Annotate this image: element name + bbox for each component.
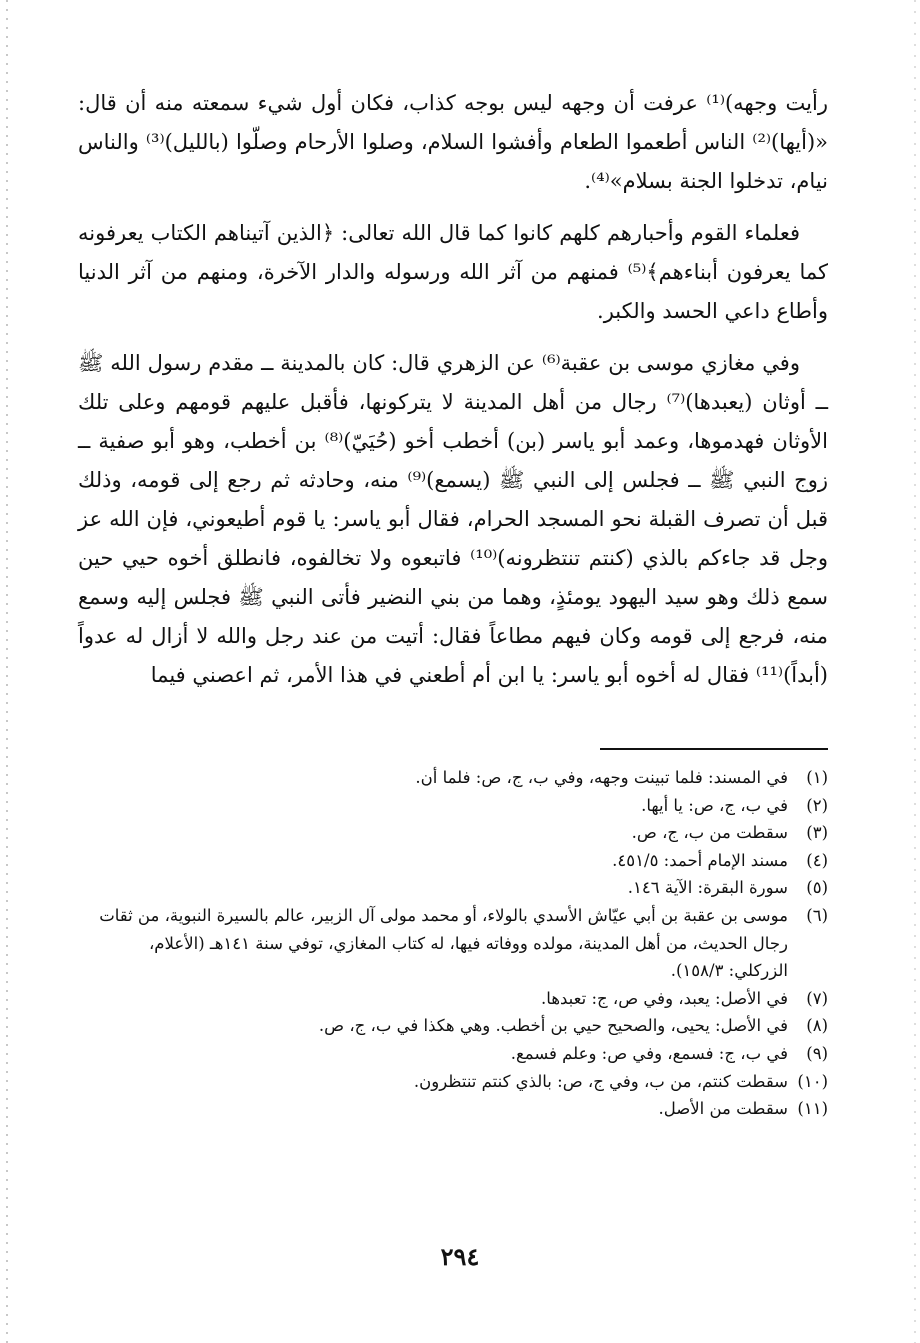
footnote-text: في ب، ج: فسمع، وفي ص: وعلم فسمع.: [510, 1043, 788, 1063]
footnote-number: (٩): [806, 1043, 828, 1063]
footnote-number: (٦): [806, 905, 828, 925]
footnote-5: [96, 874, 828, 902]
footnote-8: [96, 1012, 828, 1040]
footnote-text: سقطت من ب، ج، ص.: [631, 823, 788, 843]
footnote-4: [96, 847, 828, 875]
footnote-7: [96, 985, 828, 1013]
page-number: ٢٩٤: [440, 1242, 480, 1271]
footnote-text: مسند الإمام أحمد: ٤٥١/٥.: [612, 850, 788, 870]
footnote-number: (٤): [806, 850, 828, 870]
footnote-text: سقطت من الأصل.: [658, 1099, 788, 1119]
footnote-number: (١): [806, 768, 828, 787]
footnote-number: (١١): [797, 1099, 828, 1119]
main-text: [78, 84, 828, 708]
paragraph-1: رأيت وجهه)⁽¹⁾ عرفت أن وجهه ليس بوجه كذاب، فكان أول شيء سمعته منه أن قال: «(أيها)⁽²⁾ الناس أطعموا الطعام وأفشوا السلام، وصلوا الأرحام وصلّوا (بالليل)⁽³⁾ والناس نيام، تدخلوا الجنة بسلام»⁽⁴⁾.: [78, 91, 829, 193]
footnote-number: (٢): [806, 795, 828, 815]
footnote-number: (٨): [806, 1016, 828, 1036]
footnote-number: (٣): [806, 823, 828, 843]
footnote-6: [96, 902, 828, 985]
footnote-1: [96, 764, 828, 792]
scan-edge-right: [914, 0, 916, 1343]
footnotes: [96, 764, 828, 1123]
paragraph-3: وفي مغازي موسى بن عقبة⁽⁶⁾ عن الزهري قال: كان بالمدينة ــ مقدم رسول الله ﷺ ــ أوثان (يعبدها)⁽⁷⁾ رجال من أهل المدينة لا يتركونها، فأقبل عليهم قومهم وعلى تلك الأوثان فهدموها، وعمد أبو ياسر (بن) أخطب أخو (حُيَيّ)⁽⁸⁾ بن أخطب، وهو أبو صفية ــ زوج النبي ﷺ ــ فجلس إلى النبي ﷺ (يسمع)⁽⁹⁾ منه، وحادثه ثم رجع إلى قومه، وذلك قبل أن تصرف القبلة نحو المسجد الحرام، فقال أبو ياسر: يا قوم أطيعوني، فإن الله عز وجل قد جاءكم بالذي (كنتم تنتظرونه)⁽¹⁰⁾ فاتبعوه ولا تخالفوه، فانطلق أخوه حيي حين سمع ذلك وهو سيد اليهود يومئذٍ، وهما من بني النضير فأتى النبي ﷺ فجلس إليه وسمع منه، فرجع إلى قومه وكان فيهم مطاعاً فقال: أتيت من عند رجل والله لا أزال له عدواً (أبداً)⁽¹¹⁾ فقال له أخوه أبو ياسر: يا ابن أم أطعني في هذا الأمر، ثم اعصني فيما: [78, 351, 829, 687]
footnote-text: سقطت كنتم، من ب، وفي ج، ص: بالذي كنتم تنتظرون.: [413, 1071, 788, 1091]
footnote-separator: [600, 748, 828, 750]
footnote-number: (٧): [806, 988, 828, 1008]
footnote-11: [96, 1095, 828, 1123]
footnote-text: في المسند: فلما تبينت وجهه، وفي ب، ج، ص: فلما أن.: [415, 768, 788, 787]
footnote-3: [96, 819, 828, 847]
footnote-text: في الأصل: يعبد، وفي ص، ج: تعبدها.: [541, 988, 788, 1008]
footnote-9: [96, 1040, 828, 1068]
paragraph-2: فعلماء القوم وأحبارهم كلهم كانوا كما قال الله تعالى: ﴿الذين آتيناهم الكتاب يعرفونه كما يعرفون أبناءهم﴾⁽⁵⁾ فمنهم من آثر الله ورسوله والدار الآخرة، ومنهم من آثر الدنيا وأطاع داعي الحسد والكبر.: [78, 221, 829, 323]
footnote-number: (١٠): [797, 1071, 828, 1091]
scan-edge-left: [6, 0, 8, 1343]
footnote-10: [96, 1068, 828, 1096]
footnote-text: في الأصل: يحيى، والصحيح حيي بن أخطب. وهي هكذا في ب، ج، ص.: [318, 1016, 788, 1036]
footnote-text: في ب، ج، ص: يا أيها.: [641, 795, 788, 815]
footnote-2: [96, 792, 828, 820]
footnote-text: سورة البقرة: الآية ١٤٦.: [627, 878, 788, 898]
footnote-number: (٥): [806, 878, 828, 898]
footnote-text: موسى بن عقبة بن أبي عيّاش الأسدي بالولاء، أو محمد مولى آل الزبير، عالم بالسيرة النبوية، من ثقات رجال الحديث، من أهل المدينة، مولده ووفاته فيها، له كتاب المغازي، توفي سنة ١٤١هـ (الأعلام، الزركلي: ١٥٨/٣).: [99, 905, 788, 981]
